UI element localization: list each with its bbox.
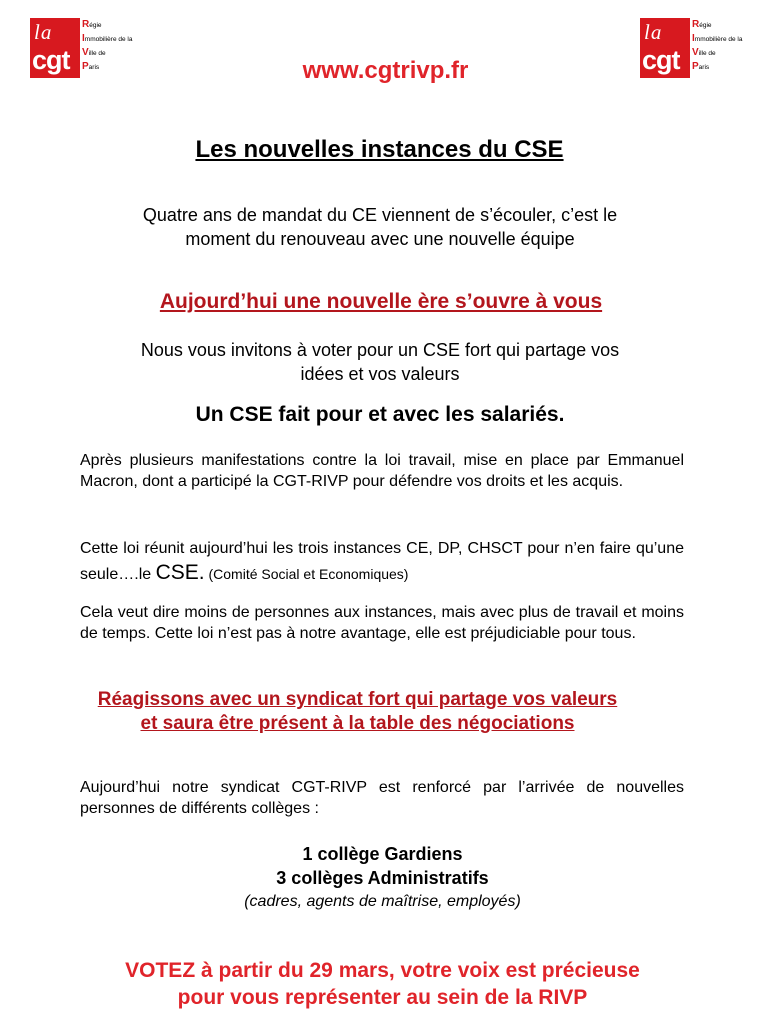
new-era-heading: Aujourd’hui une nouvelle ère s’ouvre à vous — [159, 290, 603, 313]
paragraph-reinforcement: Aujourd’hui notre syndicat CGT-RIVP est renforcé par l’arrivée de nouvelles personnes de différents collèges : — [80, 779, 684, 817]
intro-line: Quatre ans de mandat du CE viennent de s’écouler, c’est le — [142, 205, 618, 225]
logo-cgt-text: cgt — [32, 45, 70, 75]
vote-line: VOTEZ à partir du 29 mars, votre voix est précieuse — [125, 959, 640, 982]
vote-line: pour vous représenter au sein de la RIVP — [177, 986, 588, 1009]
invite-line: idées et vos valeurs — [300, 364, 460, 384]
logo-line: Immobilière de la — [82, 33, 133, 44]
college-note: (cadres, agents de maîtrise, employés) — [244, 893, 521, 910]
intro-text — [60, 203, 700, 251]
logo-line: Ville de — [692, 47, 716, 58]
paragraph-cse-text: Cette loi réunit aujourd’hui les trois instances CE, DP, CHSCT pour n’en faire qu’une seule….le — [80, 540, 684, 583]
logo-line: Régie — [82, 19, 102, 30]
paragraph-loi-travail: Après plusieurs manifestations contre la loi travail, mise en place par Emmanuel Macron, dont a participé la CGT-RIVP pour défendre vos droits et les acquis. — [80, 452, 684, 490]
logo-la-text: la — [34, 20, 53, 44]
slogan-heading: Un CSE fait pour et avec les salariés. — [195, 403, 565, 426]
page-title: Les nouvelles instances du CSE — [195, 136, 564, 163]
intro-line: moment du renouveau avec une nouvelle équipe — [185, 229, 575, 249]
paragraph-consequences: Cela veut dire moins de personnes aux instances, mais avec plus de travail et moins de temps. Cette loi n’est pas à notre avantage, elle est préjudiciable pour tous. — [80, 604, 684, 642]
vote-call — [0, 957, 765, 1011]
react-line: Réagissons avec un syndicat fort qui partage vos valeurs — [97, 689, 618, 710]
paragraph-cse — [80, 537, 684, 587]
college-administratifs: 3 collèges Administratifs — [276, 868, 489, 888]
logo-cgt-text: cgt — [642, 45, 680, 75]
cse-emphasis: CSE. — [155, 561, 205, 584]
react-line: et saura être présent à la table des négociations — [140, 713, 575, 734]
logo-line: Régie — [692, 19, 712, 30]
website-link[interactable]: www.cgtrivp.fr — [302, 57, 469, 84]
logo-line: Paris — [82, 61, 100, 72]
invite-line: Nous vous invitons à voter pour un CSE fort qui partage vos — [140, 340, 620, 360]
logo-line: Paris — [692, 61, 710, 72]
logo-line: Immobilière de la — [692, 33, 743, 44]
react-heading — [0, 688, 715, 736]
college-gardiens: 1 collège Gardiens — [302, 844, 463, 864]
cse-definition: (Comité Social et Economiques) — [204, 566, 409, 582]
logo-line: Ville de — [82, 47, 106, 58]
logo-la-text: la — [644, 20, 663, 44]
invite-text — [60, 338, 700, 386]
